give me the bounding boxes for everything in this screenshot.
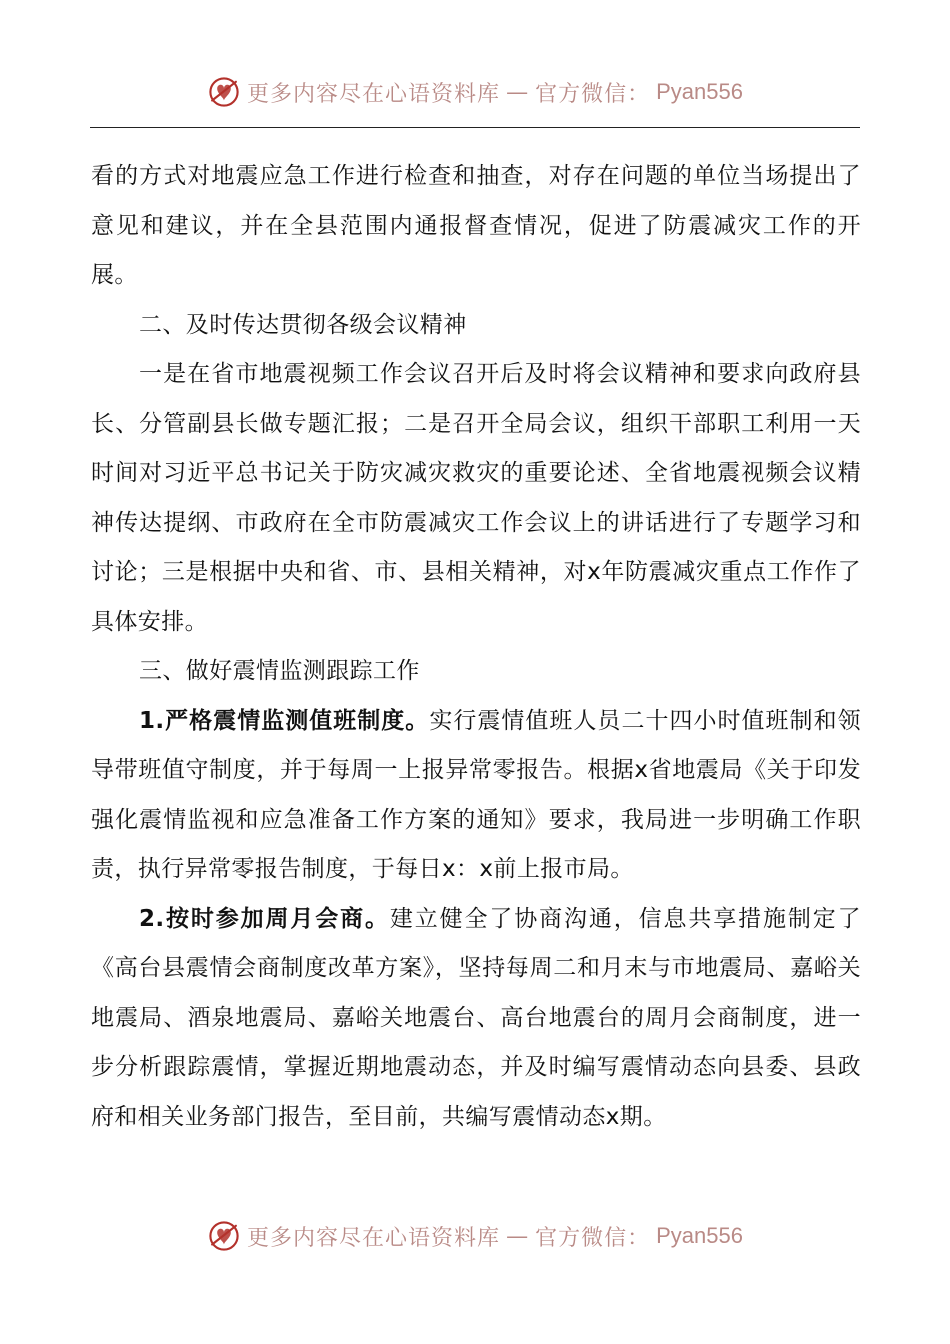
banner-wechat-id: Pyan556 [656, 79, 743, 104]
banner-wechat-label: 官方微信： [535, 1225, 651, 1251]
heading-text: 三、做好震情监测跟踪工作 [139, 658, 420, 684]
document-body [91, 152, 861, 1142]
paragraph-duty-system [91, 697, 861, 895]
paragraph-consultation [91, 895, 861, 1143]
paragraph-continuation [91, 152, 861, 301]
banner-wechat-id: Pyan556 [656, 1223, 743, 1248]
heart-logo-icon [207, 75, 241, 109]
banner-separator: — [506, 79, 530, 105]
paragraph-lead: 2.按时参加周月会商。 [139, 905, 390, 932]
heart-logo-icon [207, 1219, 241, 1253]
paragraph-text: 一是在省市地震视频工作会议召开后及时将会议精神和要求向政府县长、分管副县长做专题汇报；二是召开全局会议，组织干部职工利用一天时间对习近平总书记关于防灾减灾救灾的重要论述、全省地震视频会议精神传达提纲、市政府在全市防震减灾工作会议上的讲话进行了专题学习和讨论；三是根据中央和省、市、县相关精神，对x年防震减灾重点工作作了具体安排。 [91, 361, 861, 635]
header-banner [0, 72, 950, 112]
heading-text: 二、及时传达贯彻各级会议精神 [139, 311, 467, 338]
section-heading-3 [91, 647, 861, 697]
paragraph-lead: 1.严格震情监测值班制度。 [139, 707, 430, 734]
paragraph-text: 建立健全了协商沟通，信息共享措施制定了《高台县震情会商制度改革方案》，坚持每周二和月末与市地震局、嘉峪关地震局、酒泉地震局、嘉峪关地震台、高台地震台的周月会商制度，进一步分析跟踪震情，掌握近期地震动态，并及时编写震情动态向县委、县政府和相关业务部门报告，至目前，共编写震情动态x期。 [91, 905, 861, 1130]
banner-slogan: 更多内容尽在心语资料库 [247, 1225, 501, 1251]
banner-wechat-label: 官方微信： [535, 81, 651, 107]
header-divider [90, 127, 860, 128]
footer-banner [0, 1216, 950, 1256]
paragraph-text: 实行震情值班人员二十四小时值班制和领导带班值守制度，并于每周一上报异常零报告。根据x省地震局《关于印发强化震情监视和应急准备工作方案的通知》要求，我局进一步明确工作职责，执行异常零报告制度，于每日x：x前上报市局。 [91, 707, 861, 882]
paragraph-meeting-spirit [91, 350, 861, 647]
banner-slogan: 更多内容尽在心语资料库 [247, 81, 501, 107]
section-heading-2 [91, 301, 861, 351]
banner-separator: — [506, 1223, 530, 1249]
paragraph-text: 看的方式对地震应急工作进行检查和抽查，对存在问题的单位当场提出了意见和建议，并在全县范围内通报督查情况，促进了防震减灾工作的开展。 [91, 163, 861, 288]
